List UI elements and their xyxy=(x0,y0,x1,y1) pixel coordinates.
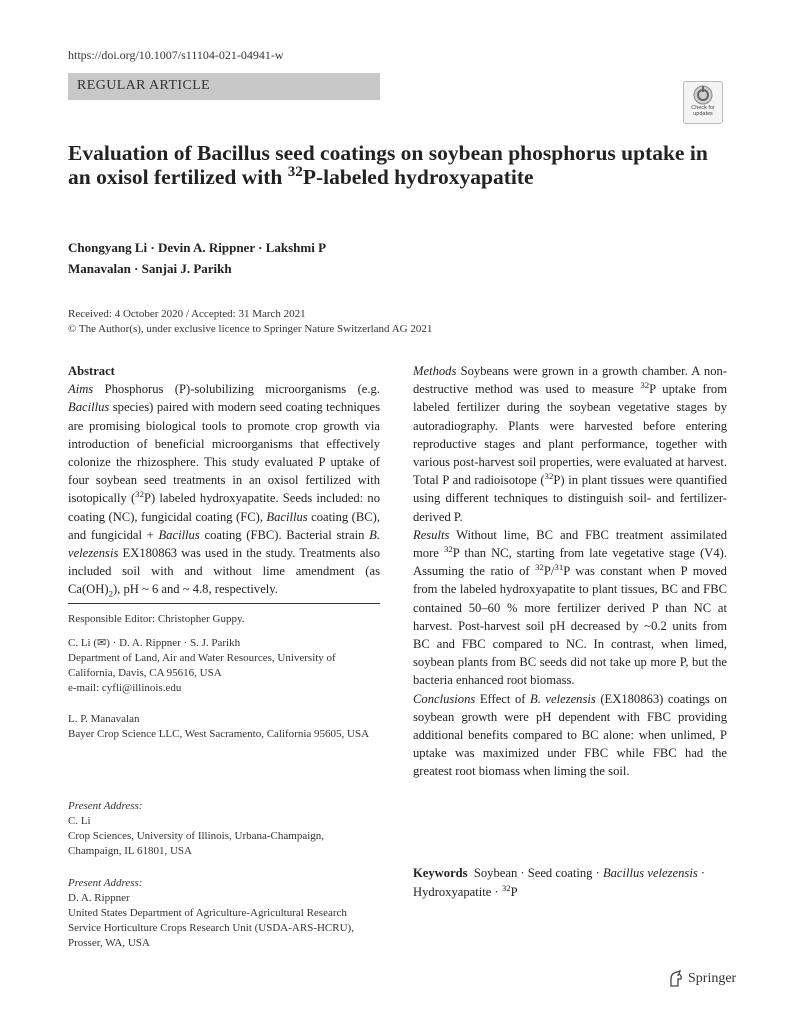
check-badge-line2: updates xyxy=(693,111,713,117)
affiliation-2-organization: Bayer Crop Science LLC, West Sacramento, California 95605, USA xyxy=(68,728,370,740)
present-address-1 xyxy=(68,799,380,859)
received-accepted-dates: Received: 4 October 2020 / Accepted: 31 March 2021 xyxy=(68,308,306,320)
article-dates xyxy=(68,307,708,337)
check-for-updates-badge[interactable] xyxy=(683,81,723,124)
affiliation-1-email[interactable]: e-mail: cyfli@illinois.edu xyxy=(68,682,182,694)
abstract-left-column xyxy=(68,362,380,599)
present-address-1-organization: Crop Sciences, University of Illinois, Urbana-Champaign, Champaign, IL 61801, USA xyxy=(68,830,325,857)
article-type-banner: REGULAR ARTICLE xyxy=(68,73,380,100)
copyright-line: © The Author(s), under exclusive licence to Springer Nature Switzerland AG 2021 xyxy=(68,323,433,335)
abstract-heading: Abstract xyxy=(68,364,115,378)
affiliation-1-names: C. Li (✉) · D. A. Rippner · S. J. Parikh xyxy=(68,637,241,649)
responsible-editor: Responsible Editor: Christopher Guppy. xyxy=(68,613,245,625)
check-updates-icon xyxy=(693,85,713,105)
check-badge-line1: Check for xyxy=(691,105,715,111)
abstract-conclusions: Conclusions Effect of B. velezensis (EX180863) coatings on soybean growth were pH dependent with FBC providing additional benefits compared to BC alone: when unlimed, P uptake was maximized under FBC while FBC had the greatest root biomass when liming the soil. xyxy=(413,691,727,779)
author-list xyxy=(68,237,388,279)
affiliation-2 xyxy=(68,712,380,742)
present-address-2-organization: United States Department of Agriculture-Agricultural Research Service Horticulture Crops Research Unit (USDA-ARS-HCRU), Prosser, WA, USA xyxy=(68,907,354,949)
abstract-results: Results Without lime, BC and FBC treatment assimilated more $^{32}$P than NC, starting from late vegetative stage (V4). Assuming the ratio of $^{32}$P/$^{31}$P was constant when P moved from the labeled hydroxyapatite to plant tissues, BC and FBC contained 50–60 % more fertilizer derived P than NC at harvest. Post-harvest soil pH decreased by ~0.2 units from BC and FBC compared to NC. In contrast, when limed, soybean plants from BC seeds did not take up more P, but the bacteria enhanced root biomass. xyxy=(413,527,727,688)
doi-link[interactable]: https://doi.org/10.1007/s11104-021-04941-w xyxy=(68,48,284,62)
author-line-2: Manavalan · Sanjai J. Parikh xyxy=(68,261,232,276)
present-address-1-label: Present Address: xyxy=(68,800,143,812)
article-title: Evaluation of Bacillus seed coatings on soybean phosphorus uptake in an oxisol fertilized with $^{32}$P-labeled hydroxyapatite xyxy=(68,141,708,189)
affiliation-1-department: Department of Land, Air and Water Resources, University of California, Davis, CA 95616, USA xyxy=(68,652,336,679)
publisher-name: Springer xyxy=(688,971,737,986)
affiliation-2-name: L. P. Manavalan xyxy=(68,713,140,725)
present-address-2-label: Present Address: xyxy=(68,877,143,889)
present-address-2 xyxy=(68,876,380,951)
springer-horse-icon xyxy=(668,970,684,988)
keywords: Keywords Soybean · Seed coating · Bacillus velezensis · Hydroxyapatite · $^{32}$P xyxy=(413,866,706,899)
footnote-divider xyxy=(68,603,380,604)
abstract-aims-part1: Aims Phosphorus (P)-solubilizing microorganisms (e.g. Bacillus species) paired with modern seed coating techniques are promising biological tools to promote crop growth via introduction of beneficial microorganisms that effectively colonize the rhizosphere. This study evaluated P uptake of four soybean seed treatments in an oxisol fertilized with isotopically ($^{32}$P) labeled hydroxyapatite. Seeds included: no coating (NC), fungicidal coating (FC), Bacillus coating (BC), and fungicidal + Bacillus coating (FBC). Bacterial strain B. velezensis EX180863 was used in the study. Treatments also included soil with and without lime amendment (as $Ca(OH)_2$), pH ~ 6 and ~ 4.8, respectively. xyxy=(68,382,381,599)
author-line-1: Chongyang Li · Devin A. Rippner · Lakshmi P xyxy=(68,240,327,255)
abstract-methods: Methods Soybeans were grown in a growth chamber. A non-destructive method was used to measure $^{32}$P uptake from labeled fertilizer during the soybean vegetative stages by autoradiography. Plants were harvested before entering reproductive stages and plant performance, together with various post-harvest soil properties, were evaluated at harvest. Total P and radioisotope ($^{32}$P) in plant tissues were quantified using different techniques to distinguish soil- and fertilizer-derived P. xyxy=(413,364,727,524)
affiliation-1 xyxy=(68,636,380,696)
present-address-1-name: C. Li xyxy=(68,815,91,827)
present-address-2-name: D. A. Rippner xyxy=(68,892,130,904)
publisher-logo xyxy=(668,970,736,988)
abstract-right-column xyxy=(413,362,727,781)
